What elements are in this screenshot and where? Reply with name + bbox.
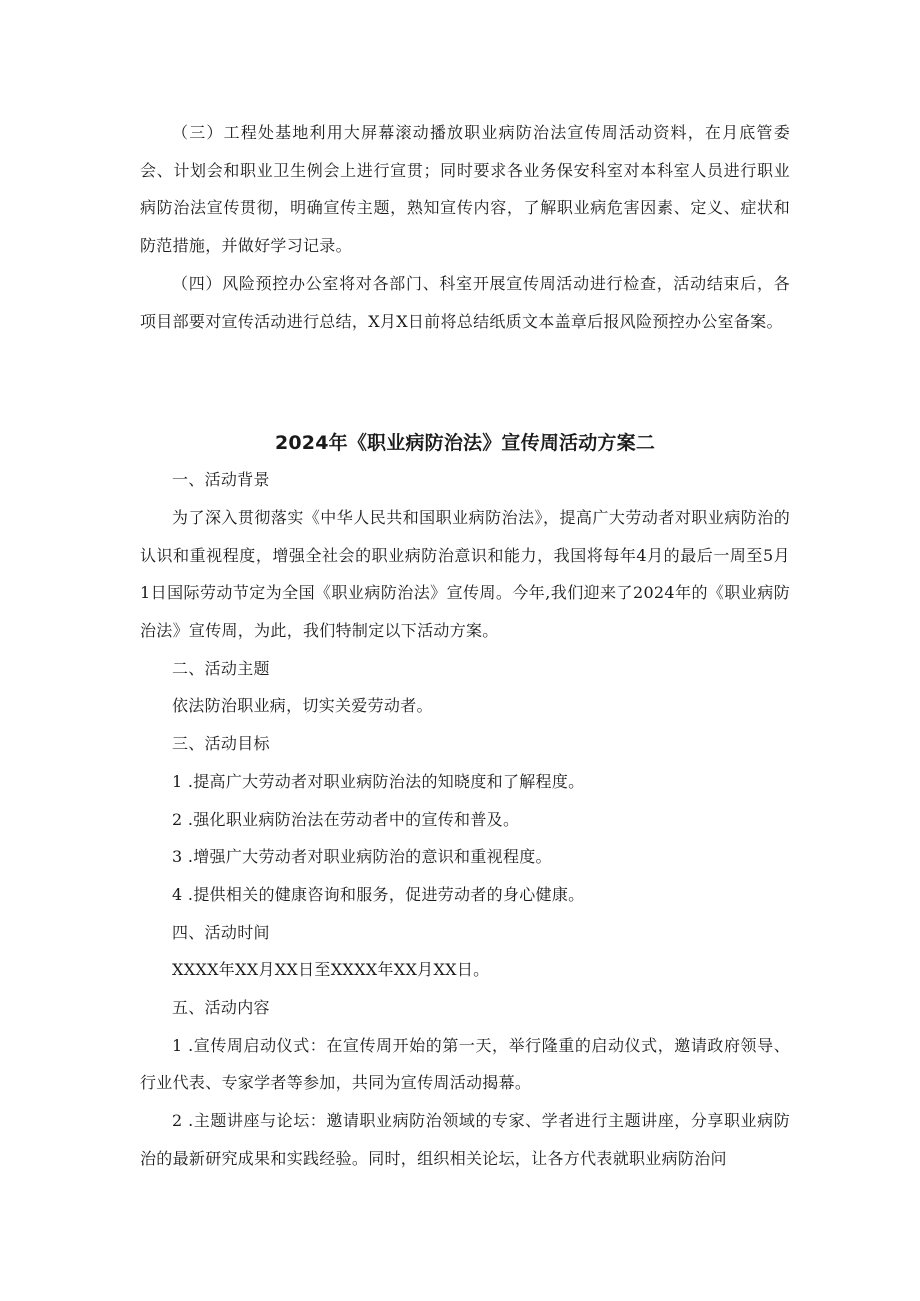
section-spacer — [140, 340, 790, 425]
content-item: 2 .主题讲座与论坛：邀请职业病防治领域的专家、学者进行主题讲座，分享职业病防治的最新研究成果和实践经验。同时，组织相关论坛，让各方代表就职业病防治问 — [140, 1111, 790, 1168]
previous-section-paragraph-3: （三）工程处基地利用大屏幕滚动播放职业病防治法宣传周活动资料，在月底管委会、计划会和职业卫生例会上进行宣贯；同时要求各业务保安科室对本科室人员进行职业病防治法宣传贯彻，明确宣传主题，熟知宣传内容，了解职业病危害因素、定义、症状和防范措施，并做好学习记录。 — [140, 123, 790, 256]
content-item: 1 .宣传周启动仪式：在宣传周开始的第一天，举行隆重的启动仪式，邀请政府领导、行业代表、专家学者等参加，共同为宣传周活动揭幕。 — [140, 1035, 790, 1093]
time-text: XXXX年XX月XX日至XXXX年XX月XX日。 — [172, 960, 490, 980]
section-heading-content: 五、活动内容 — [172, 998, 270, 1018]
section-heading-time: 四、活动时间 — [172, 922, 270, 942]
goal-item: 1 .提高广大劳动者对职业病防治法的知晓度和了解程度。 — [172, 771, 585, 791]
document-body — [140, 114, 790, 1178]
goal-item: 3 .增强广大劳动者对职业病防治的意识和重视程度。 — [172, 847, 552, 867]
theme-text: 依法防治职业病，切实关爱劳动者。 — [172, 696, 433, 716]
section-heading-theme: 二、活动主题 — [172, 658, 270, 678]
document-title: 2024年《职业病防治法》宣传周活动方案二 — [274, 432, 656, 455]
background-paragraph: 为了深入贯彻落实《中华人民共和国职业病防治法》，提高广大劳动者对职业病防治的认识和重视程度，增强全社会的职业病防治意识和能力，我国将每年4月的最后一周至5月1日国际劳动节定为全国《职业病防治法》宣传周。今年,我们迎来了2024年的《职业病防治法》宣传周，为此，我们特制定以下活动方案。 — [140, 507, 790, 641]
section-heading-background: 一、活动背景 — [172, 470, 270, 490]
goal-item: 4 .提供相关的健康咨询和服务，促进劳动者的身心健康。 — [172, 884, 585, 904]
section-heading-goals: 三、活动目标 — [172, 734, 270, 754]
goal-item: 2 .强化职业病防治法在劳动者中的宣传和普及。 — [172, 809, 520, 829]
previous-section-paragraph-4: （四）风险预控办公室将对各部门、科室开展宣传周活动进行检查，活动结束后，各项目部要对宣传活动进行总结，X月X日前将总结纸质文本盖章后报风险预控办公室备案。 — [140, 273, 790, 331]
